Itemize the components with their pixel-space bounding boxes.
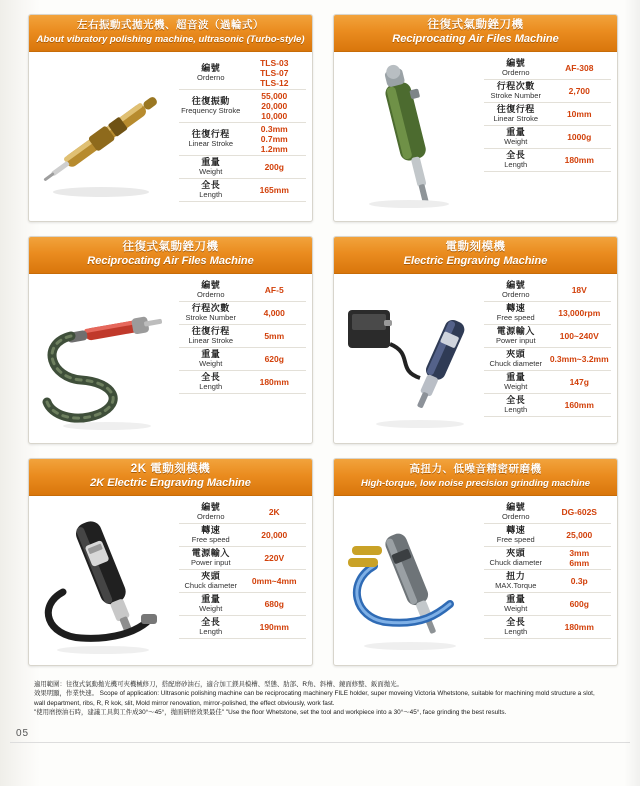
product-card (333, 458, 618, 666)
spec-label-en: Length (504, 627, 528, 636)
spec-value-cell (548, 524, 612, 547)
spec-row (484, 547, 611, 570)
spec-value: TLS-12 (260, 78, 289, 88)
spec-value-cell (548, 547, 612, 570)
spec-value-cell (548, 348, 612, 371)
spec-row (179, 279, 306, 302)
spec-value-cell (243, 57, 307, 90)
spec-label-cn: 往復行程 (496, 104, 535, 114)
spec-label-en: Orderno (501, 290, 530, 299)
spec-row (484, 371, 611, 394)
spec-row (484, 394, 611, 417)
spec-table (179, 57, 306, 202)
spec-value: 165mm (259, 185, 289, 195)
spec-value-cell (548, 371, 612, 394)
spec-table (484, 57, 611, 172)
spec-row (484, 570, 611, 593)
spec-value: 55,000 (261, 91, 288, 101)
card-title-cn: 高扭力、低噪音精密研磨機 (409, 463, 542, 475)
card-body (29, 52, 312, 218)
card-title-cn: 往復式氣動銼刀機 (122, 241, 219, 253)
spec-label (179, 570, 243, 593)
spec-label (179, 616, 243, 639)
spec-label-en: Length (504, 405, 528, 414)
spec-row (484, 593, 611, 616)
spec-label (484, 302, 548, 325)
spec-label-en: Weight (199, 167, 223, 176)
spec-label (484, 325, 548, 348)
spec-row (484, 149, 611, 172)
spec-row (484, 302, 611, 325)
spec-table-wrap (484, 496, 617, 662)
spec-value: 3mm (569, 548, 590, 558)
spec-label (484, 103, 548, 126)
spec-value: 1000g (567, 132, 592, 142)
spec-label-en: Orderno (501, 512, 530, 521)
card-banner (334, 237, 617, 274)
spec-value: 4,000 (263, 308, 285, 318)
spec-label-en: Length (199, 190, 223, 199)
spec-label-cn: 全長 (506, 617, 526, 627)
spec-row (179, 90, 306, 123)
spec-value-cell (548, 279, 612, 302)
spec-label-cn: 編號 (506, 502, 526, 512)
spec-value-cell (243, 325, 307, 348)
card-title-cn: 2K 電動刻模機 (130, 463, 211, 475)
spec-row (484, 348, 611, 371)
spec-label-en: Weight (504, 382, 528, 391)
card-title-cn: 電動刻模機 (445, 241, 506, 253)
spec-value-cell (548, 501, 612, 524)
spec-label-cn: 編號 (201, 502, 221, 512)
spec-row (179, 57, 306, 90)
spec-value: 600g (569, 599, 589, 609)
spec-row (179, 570, 306, 593)
spec-value: 200g (264, 162, 284, 172)
spec-value-cell (548, 103, 612, 126)
spec-value: 13,000rpm (558, 308, 601, 318)
spec-value: 180mm (564, 155, 594, 165)
spec-table-wrap (179, 496, 312, 662)
spec-table-wrap (179, 274, 312, 440)
spec-value-cell (243, 547, 307, 570)
spec-value: 6mm (569, 558, 590, 568)
spec-label-cn: 重量 (201, 157, 221, 167)
spec-label-en: Weight (504, 604, 528, 613)
spec-label-cn: 行程次數 (191, 303, 230, 313)
product-photo (29, 52, 179, 218)
spec-label-cn: 夾頭 (506, 349, 526, 359)
spec-row (179, 524, 306, 547)
spec-row (179, 348, 306, 371)
spec-value-cell (243, 570, 307, 593)
spec-value-cell (243, 524, 307, 547)
spec-value-cell (548, 394, 612, 417)
card-body (334, 274, 617, 440)
spec-label-cn: 重量 (201, 349, 221, 359)
spec-label (179, 348, 243, 371)
spec-table-wrap (179, 52, 312, 218)
spec-label-cn: 行程次數 (496, 81, 535, 91)
spec-label-en: Orderno (196, 73, 225, 82)
spec-value-cell (548, 57, 612, 80)
product-card-grid (28, 14, 618, 666)
spec-value: 147g (569, 377, 589, 387)
spec-row (179, 501, 306, 524)
card-body (334, 496, 617, 662)
card-title-en: About vibratory polishing machine, ultrasonic (Turbo-style) (36, 34, 305, 45)
spec-label-en: Frequency Stroke (181, 106, 241, 115)
card-title-en: Electric Engraving Machine (403, 255, 548, 267)
spec-label (484, 501, 548, 524)
spec-label-cn: 編號 (506, 58, 526, 68)
spec-label-cn: 重量 (201, 594, 221, 604)
spec-table (179, 501, 306, 639)
spec-label-en: Linear Stroke (188, 139, 234, 148)
spec-table-wrap (484, 274, 617, 440)
spec-label-en: Linear Stroke (493, 114, 539, 123)
card-body (29, 496, 312, 662)
footnote-line: wall department, ribs, R, R kok, slit, Mold mirror renovation, mirror-polished, the effect obviously, work fast. (34, 699, 335, 707)
spec-label-en: Power input (495, 336, 536, 345)
spec-value-cell (243, 279, 307, 302)
spec-value: 1.2mm (260, 144, 288, 154)
spec-value: 680g (264, 599, 284, 609)
spec-label (484, 149, 548, 172)
spec-row (484, 279, 611, 302)
spec-value: 620g (264, 354, 284, 364)
card-banner (334, 459, 617, 496)
spec-value-cell (548, 616, 612, 639)
spec-value: TLS-07 (260, 68, 289, 78)
spec-label-en: Free speed (496, 535, 535, 544)
spec-value: 20,000 (261, 530, 288, 540)
card-body (334, 52, 617, 218)
spec-row (484, 103, 611, 126)
spec-label (484, 126, 548, 149)
spec-label-en: Free speed (191, 535, 230, 544)
spec-label (179, 593, 243, 616)
spec-label-en: Power input (190, 558, 231, 567)
spec-value-cell (243, 501, 307, 524)
card-banner (29, 459, 312, 496)
spec-value: 5mm (264, 331, 285, 341)
card-title-en: High-torque, low noise precision grinding machine (360, 478, 591, 489)
product-photo (334, 52, 484, 218)
spec-label-en: Weight (199, 359, 223, 368)
spec-label (484, 593, 548, 616)
spec-value: 25,000 (566, 530, 593, 540)
spec-value-cell (243, 156, 307, 179)
spec-row (179, 123, 306, 156)
spec-row (179, 325, 306, 348)
spec-label (484, 371, 548, 394)
spec-value-cell (548, 570, 612, 593)
spec-value: 190mm (259, 622, 289, 632)
spec-label (179, 179, 243, 202)
spec-value: 2,700 (568, 86, 590, 96)
spec-label (484, 394, 548, 417)
spec-label (179, 501, 243, 524)
spec-value: 0.3p (570, 576, 588, 586)
card-banner (29, 237, 312, 274)
footnote-line: 適用範圍：往復式氣動拋光機可夾機械修刀，搭配磨砂油石，適合加工鎂具模槽、型態、肋部、R角、斜槽、鏡面修整、鈑面拋光。 (34, 681, 403, 688)
product-card (333, 14, 618, 222)
spec-row (484, 126, 611, 149)
spec-row (484, 325, 611, 348)
spec-label (484, 57, 548, 80)
product-photo (29, 496, 179, 662)
spec-label-cn: 重量 (506, 372, 526, 382)
card-title-en: 2K Electric Engraving Machine (90, 477, 251, 489)
card-title-en: Reciprocating Air Files Machine (392, 33, 559, 45)
spec-label-en: Free speed (496, 313, 535, 322)
spec-label-en: Chuck diameter (184, 581, 238, 590)
spec-label (179, 123, 243, 156)
product-card (333, 236, 618, 444)
spec-label-cn: 編號 (201, 280, 221, 290)
spec-value: 180mm (564, 622, 594, 632)
spec-label-cn: 電源輸入 (496, 326, 535, 336)
spec-row (179, 371, 306, 394)
spec-label (484, 80, 548, 103)
footnote-block (34, 680, 614, 718)
card-title-en: Reciprocating Air Files Machine (87, 255, 254, 267)
spec-row (484, 501, 611, 524)
spec-label-en: Weight (504, 137, 528, 146)
spec-row (179, 179, 306, 202)
spec-value: 0.3mm~3.2mm (549, 354, 609, 364)
product-card (28, 14, 313, 222)
spec-label-cn: 往復振動 (191, 96, 230, 106)
spec-label (484, 547, 548, 570)
spec-label (179, 302, 243, 325)
spec-label-cn: 全長 (506, 395, 526, 405)
spec-value-cell (243, 179, 307, 202)
footnote-line: "使用磨擦油石時，建議工具與工件成30°～45°，拋面研磨效果最佳" "Use the floor Whetstone, set the tool and workpiece into a 30°～45°, face grinding the best results. (34, 709, 507, 717)
spec-row (484, 57, 611, 80)
spec-label-en: Weight (199, 604, 223, 613)
spec-label-cn: 夾頭 (201, 571, 221, 581)
card-banner (29, 15, 312, 52)
spec-value: AF-308 (565, 63, 594, 73)
spec-value-cell (243, 593, 307, 616)
spec-value: 0.7mm (260, 134, 288, 144)
spec-label (484, 570, 548, 593)
spec-value-cell (548, 593, 612, 616)
spec-label-cn: 全長 (506, 150, 526, 160)
spec-label-en: Length (199, 627, 223, 636)
spec-value-cell (548, 80, 612, 103)
card-banner (334, 15, 617, 52)
card-body (29, 274, 312, 440)
spec-label (179, 57, 243, 90)
spec-label (484, 348, 548, 371)
spec-label-cn: 夾頭 (506, 548, 526, 558)
spec-label-cn: 扭力 (506, 571, 526, 581)
spec-value-cell (243, 90, 307, 123)
spec-label-cn: 全長 (201, 617, 221, 627)
page-edge-shadow (624, 0, 640, 786)
spec-row (179, 156, 306, 179)
spec-value: 100~240V (559, 331, 599, 341)
spec-table-wrap (484, 52, 617, 218)
spec-label-cn: 電源輸入 (191, 548, 230, 558)
spec-label-cn: 轉速 (506, 303, 526, 313)
spec-value: 10mm (566, 109, 592, 119)
spec-label (179, 524, 243, 547)
spec-row (179, 547, 306, 570)
spec-row (179, 593, 306, 616)
spec-value: AF-5 (264, 285, 284, 295)
spec-label-cn: 往復行程 (191, 326, 230, 336)
spec-label-cn: 編號 (506, 280, 526, 290)
spec-table (484, 501, 611, 639)
spec-row (484, 524, 611, 547)
spec-label (179, 279, 243, 302)
spec-value: 10,000 (261, 111, 288, 121)
spec-value: 220V (264, 553, 285, 563)
spec-value-cell (243, 123, 307, 156)
spec-value-cell (548, 325, 612, 348)
spec-label-en: Stroke Number (490, 91, 541, 100)
spec-label-cn: 往復行程 (191, 129, 230, 139)
spec-label-en: MAX.Torque (495, 581, 537, 590)
product-card (28, 458, 313, 666)
spec-row (179, 616, 306, 639)
spec-label (179, 90, 243, 123)
spec-label-cn: 轉速 (201, 525, 221, 535)
spec-value: 0.3mm (260, 124, 288, 134)
product-photo (334, 496, 484, 662)
spec-label-cn: 全長 (201, 180, 221, 190)
product-photo (29, 274, 179, 440)
spec-value: 160mm (564, 400, 594, 410)
product-photo (334, 274, 484, 440)
spec-label-cn: 重量 (506, 594, 526, 604)
spec-value-cell (548, 149, 612, 172)
spec-value-cell (243, 348, 307, 371)
spec-label-en: Length (199, 382, 223, 391)
spec-label (179, 156, 243, 179)
spec-value-cell (243, 616, 307, 639)
spec-value-cell (243, 371, 307, 394)
spec-label-en: Orderno (501, 68, 530, 77)
spec-label-en: Stroke Number (185, 313, 236, 322)
spec-value: TLS-03 (260, 58, 289, 68)
spec-label-cn: 轉速 (506, 525, 526, 535)
product-card (28, 236, 313, 444)
spec-value: 18V (571, 285, 587, 295)
spec-table (179, 279, 306, 394)
spec-value: 180mm (259, 377, 289, 387)
card-title-cn: 左右振動式拋光機、超音波（過輪式） (77, 19, 264, 31)
spec-label-en: Chuck diameter (489, 558, 543, 567)
spec-label (179, 325, 243, 348)
spec-value: 2K (268, 507, 280, 517)
spec-label-en: Chuck diameter (489, 359, 543, 368)
spec-value-cell (243, 302, 307, 325)
spec-value-cell (548, 126, 612, 149)
spec-label-en: Orderno (196, 290, 225, 299)
spec-value: 20,000 (261, 101, 288, 111)
card-title-cn: 往復式氣動銼刀機 (427, 19, 524, 31)
spec-label (179, 371, 243, 394)
spec-label-cn: 全長 (201, 372, 221, 382)
spec-value: 0mm~4mm (251, 576, 297, 586)
spec-label-cn: 重量 (506, 127, 526, 137)
spec-label (484, 524, 548, 547)
page-number: 05 (16, 728, 30, 739)
spec-label-cn: 編號 (201, 63, 221, 73)
spec-row (179, 302, 306, 325)
spec-label-en: Linear Stroke (188, 336, 234, 345)
footnote-line: 效果明顯，作業快速。 Scope of application: Ultrasonic polishing machine can be reciprocating machinery FILE holder, super moveing Victoria Whetstone, suitable for machining mold structure a slot, (34, 690, 595, 698)
spec-label (179, 547, 243, 570)
spec-row (484, 616, 611, 639)
spec-table (484, 279, 611, 417)
spec-label (484, 616, 548, 639)
spec-value-cell (548, 302, 612, 325)
spec-label (484, 279, 548, 302)
spec-row (484, 80, 611, 103)
spec-label-en: Length (504, 160, 528, 169)
page-divider (10, 742, 630, 743)
spec-label-en: Orderno (196, 512, 225, 521)
spec-value: DG-602S (561, 507, 597, 517)
